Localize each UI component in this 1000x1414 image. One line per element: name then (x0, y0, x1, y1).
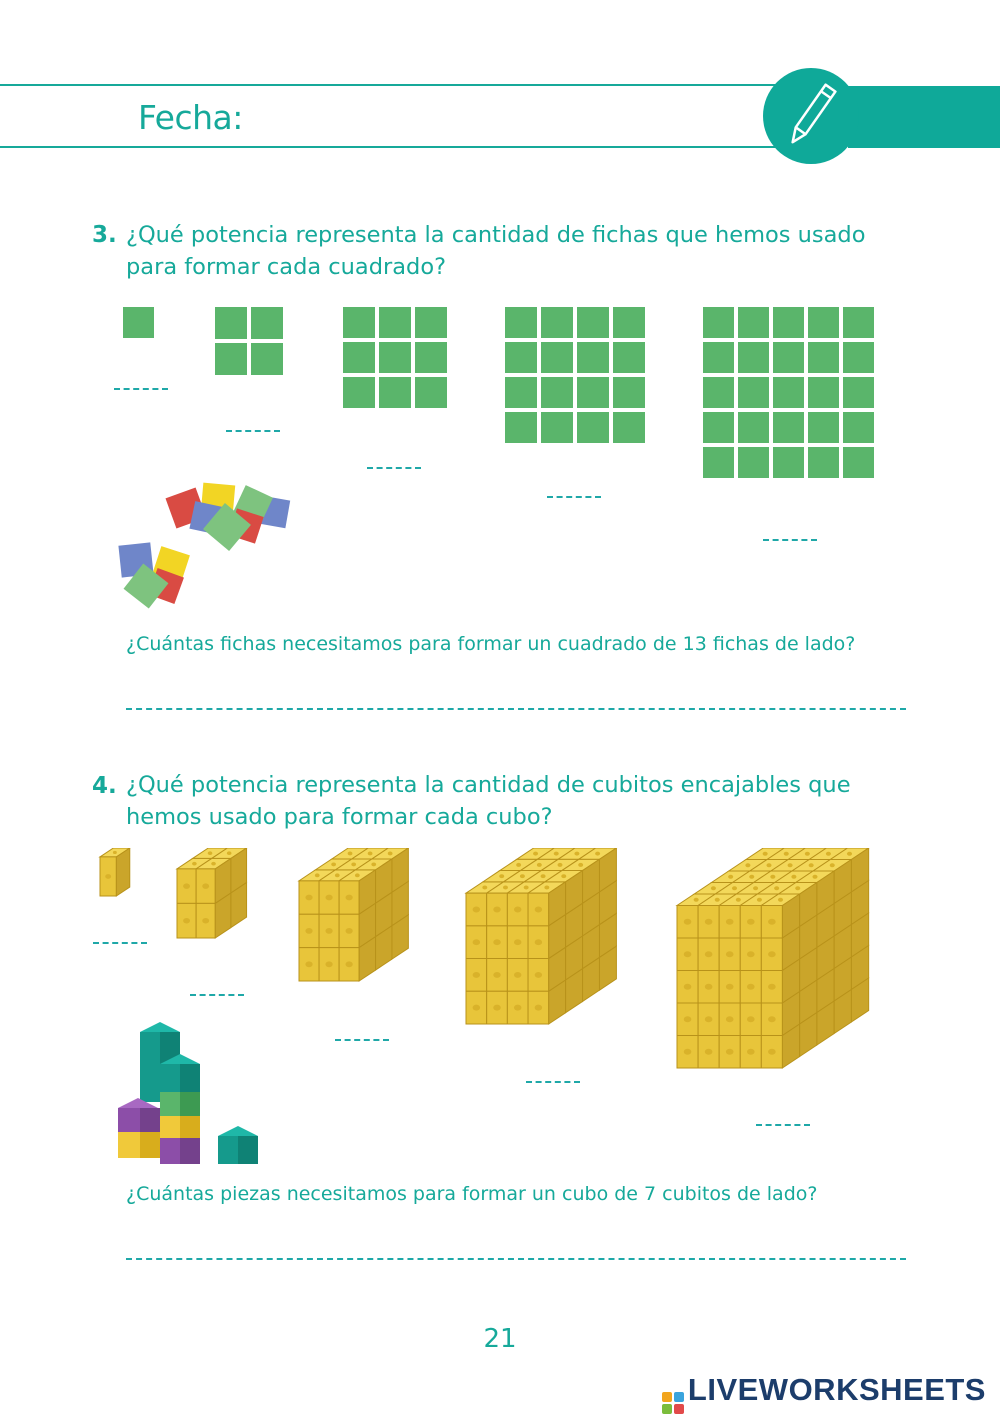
cube-2 (175, 848, 271, 944)
q4-answer-blank-4[interactable] (526, 1081, 580, 1083)
q4-answer-blank-2[interactable] (190, 994, 244, 996)
stacked-cubes-image (114, 1018, 264, 1168)
q3-answer-blank-3[interactable] (367, 467, 421, 469)
square-2x2 (215, 307, 283, 375)
q3-answer-blank-5[interactable] (763, 539, 817, 541)
fecha-label: Fecha: (138, 98, 243, 137)
page-number: 21 (483, 1324, 517, 1354)
q3-followup-answer-line[interactable] (126, 708, 906, 710)
header-band (848, 86, 1000, 148)
q3-answer-blank-1[interactable] (114, 388, 168, 390)
cube-5 (675, 848, 905, 1074)
q3-answer-blank-2[interactable] (226, 430, 280, 432)
q4-answer-blank-3[interactable] (335, 1039, 389, 1041)
tiles-image (112, 478, 294, 616)
liveworksheets-brand (662, 1372, 986, 1414)
q3-followup: ¿Cuántas fichas necesitamos para formar un cuadrado de 13 fichas de lado? (126, 633, 856, 655)
header-top-line (0, 84, 780, 86)
brand-text: LIVEWORKSHEETS (687, 1372, 986, 1407)
q3-text: ¿Qué potencia representa la cantidad de fichas que hemos usado para formar cada cuadrado? (126, 222, 866, 280)
pencil-badge (763, 68, 859, 164)
cube-3 (297, 848, 437, 987)
q4-answer-blank-1[interactable] (93, 942, 147, 944)
cube-1 (98, 848, 148, 902)
q4-number: 4. (92, 773, 117, 799)
q3-answer-blank-4[interactable] (547, 496, 601, 498)
header-bottom-line (0, 146, 780, 148)
q4-followup-answer-line[interactable] (126, 1258, 906, 1260)
q4-answer-blank-5[interactable] (756, 1124, 810, 1126)
square-1x1 (123, 307, 154, 338)
pencil-icon (763, 68, 859, 164)
liveworksheets-logo-icon (662, 1392, 684, 1414)
square-3x3 (343, 307, 447, 408)
square-4x4 (505, 307, 645, 443)
q4-text: ¿Qué potencia representa la cantidad de cubitos encajables que hemos usado para formar cada cubo? (126, 772, 851, 830)
cube-4 (464, 848, 649, 1030)
q3-number: 3. (92, 222, 117, 248)
q4-followup: ¿Cuántas piezas necesitamos para formar un cubo de 7 cubitos de lado? (126, 1183, 818, 1205)
square-5x5 (703, 307, 874, 478)
